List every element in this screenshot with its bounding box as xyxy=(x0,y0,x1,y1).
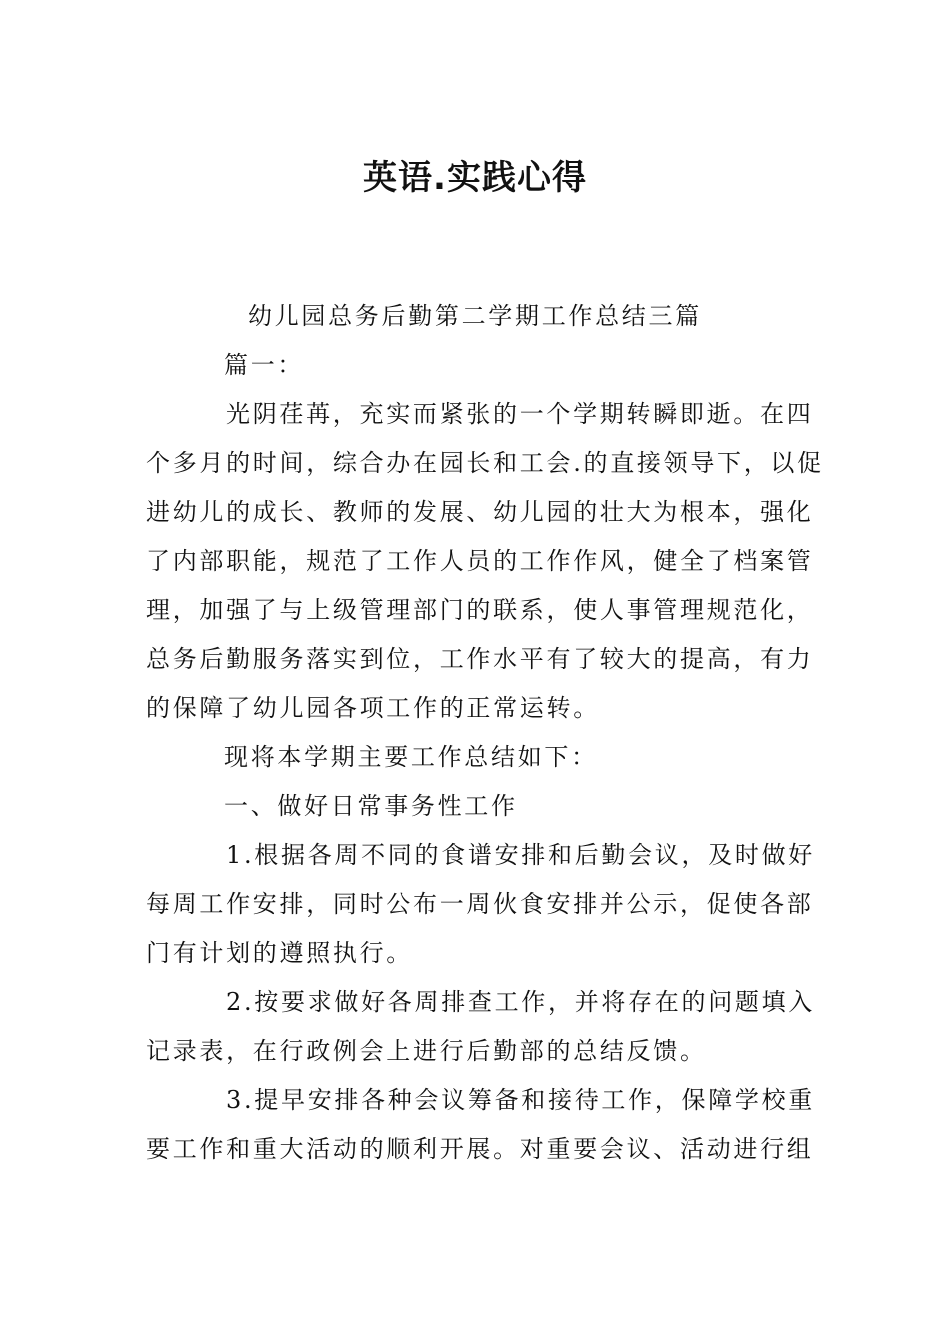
paragraph-line: 理，加强了与上级管理部门的联系，使人事管理规范化， xyxy=(146,596,814,624)
paragraph-line: 了内部职能，规范了工作人员的工作作风，健全了档案管 xyxy=(146,547,814,575)
paragraph-line: 要工作和重大活动的顺利开展。对重要会议、活动进行组 xyxy=(146,1135,814,1163)
paragraph-line: 的保障了幼儿园各项工作的正常运转。 xyxy=(146,694,600,722)
document-subtitle: 幼儿园总务后勤第二学期工作总结三篇 xyxy=(248,302,702,330)
paragraph-line: 每周工作安排，同时公布一周伙食安排并公示，促使各部 xyxy=(146,890,814,918)
paragraph-line: 门有计划的遵照执行。 xyxy=(146,939,413,967)
document-title: 英语.实践心得 xyxy=(363,158,587,198)
document-body xyxy=(146,292,824,1174)
section-heading: 一、做好日常事务性工作 xyxy=(224,792,518,820)
paragraph-1 xyxy=(146,390,824,733)
list-item-3 xyxy=(146,1076,815,1174)
paragraph-line: 光阴荏苒，充实而紧张的一个学期转瞬即逝。在四 xyxy=(226,400,814,428)
paragraph-line: 总务后勤服务落实到位，工作水平有了较大的提高，有力 xyxy=(146,645,814,673)
paragraph-line: 1.根据各周不同的食谱安排和后勤会议，及时做好 xyxy=(226,841,815,869)
list-item-2 xyxy=(146,978,815,1076)
paragraph-line: 个多月的时间，综合办在园长和工会.的直接领导下，以促 xyxy=(146,449,824,477)
part-label: 篇一： xyxy=(224,351,305,379)
paragraph-line: 记录表，在行政例会上进行后勤部的总结反馈。 xyxy=(146,1037,707,1065)
intro-line: 现将本学期主要工作总结如下： xyxy=(224,743,598,771)
paragraph-line: 2.按要求做好各周排查工作，并将存在的问题填入 xyxy=(226,988,815,1016)
paragraph-line: 进幼儿的成长、教师的发展、幼儿园的壮大为根本，强化 xyxy=(146,498,814,526)
list-item-1 xyxy=(146,831,815,978)
paragraph-line: 3.提早安排各种会议筹备和接待工作，保障学校重 xyxy=(226,1086,815,1114)
